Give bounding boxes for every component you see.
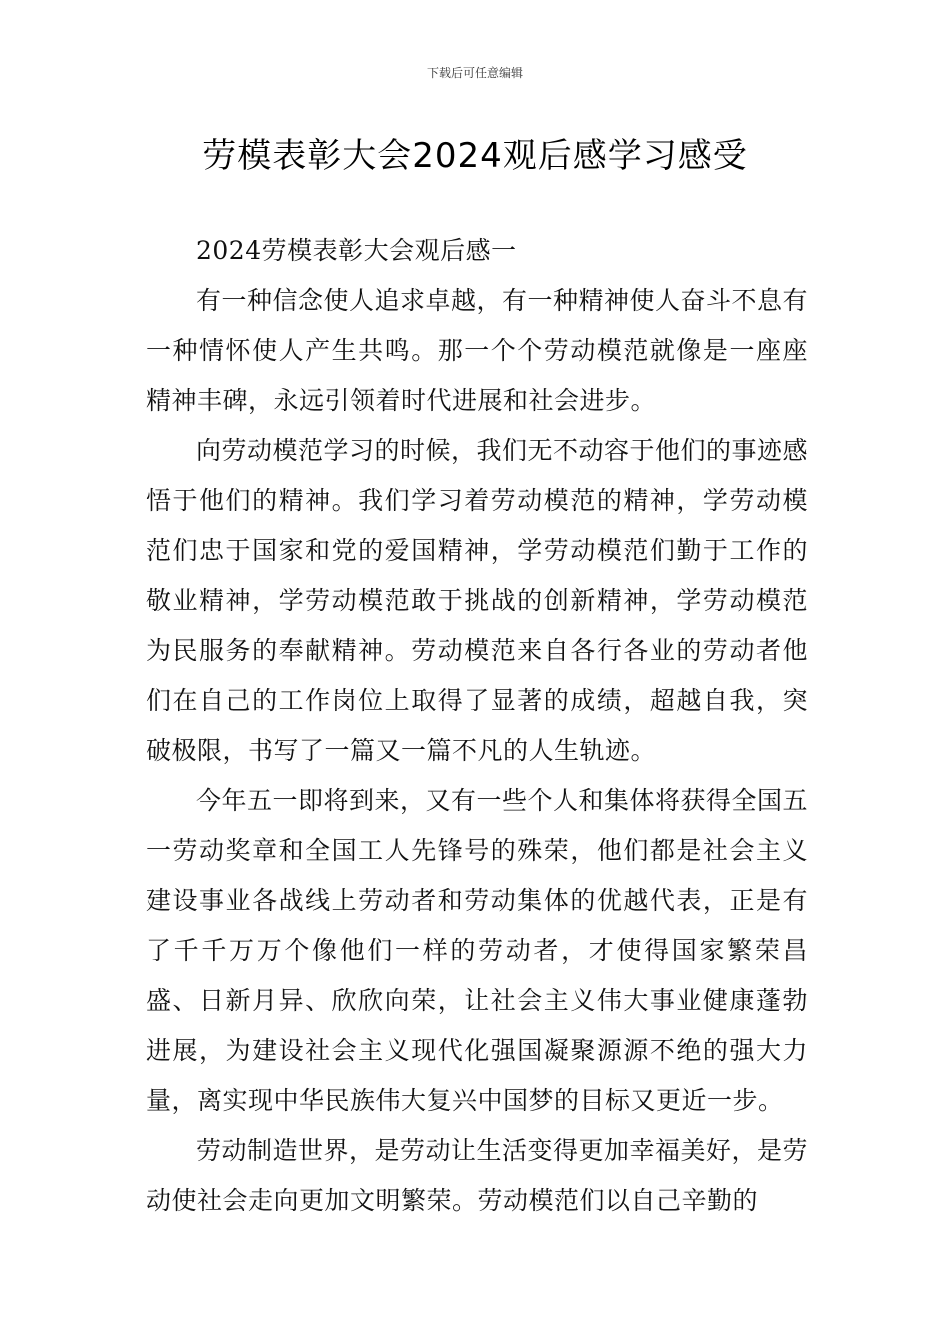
paragraph: 有一种信念使人追求卓越，有一种精神使人奋斗不息有一种情怀使人产生共鸣。那一个个劳动模范就像是一座座精神丰碑，永远引领着时代进展和社会进步。 bbox=[146, 286, 809, 415]
paragraph: 今年五一即将到来，又有一些个人和集体将获得全国五一劳动奖章和全国工人先锋号的殊荣，他们都是社会主义建设事业各战线上劳动者和劳动集体的优越代表，正是有了千千万万个像他们一样的劳动者，才使得国家繁荣昌盛、日新月异、欣欣向荣，让社会主义伟大事业健康蓬勃进展，为建设社会主义现代化强国凝聚源源不绝的强大力量，离实现中华民族伟大复兴中国梦的目标又更近一步。 bbox=[146, 786, 809, 1115]
paragraph: 劳动制造世界，是劳动让生活变得更加幸福美好，是劳动使社会走向更加文明繁荣。劳动模范们以自己辛勤的 bbox=[146, 1136, 809, 1215]
paragraph: 向劳动模范学习的时候，我们无不动容于他们的事迹感悟于他们的精神。我们学习着劳动模范的精神，学劳动模范们忠于国家和党的爱国精神，学劳动模范们勤于工作的敬业精神，学劳动模范敢于挑战的创新精神，学劳动模范为民服务的奉献精神。劳动模范来自各行各业的劳动者他们在自己的工作岗位上取得了显著的成绩，超越自我，突破极限，书写了一篇又一篇不凡的人生轨迹。 bbox=[146, 436, 809, 765]
document-body bbox=[146, 226, 808, 1226]
header-note: 下载后可任意编辑 bbox=[426, 66, 523, 80]
document-title: 劳模表彰大会2024观后感学习感受 bbox=[202, 136, 748, 176]
paragraph-subtitle: 2024劳模表彰大会观后感一 bbox=[196, 236, 517, 265]
